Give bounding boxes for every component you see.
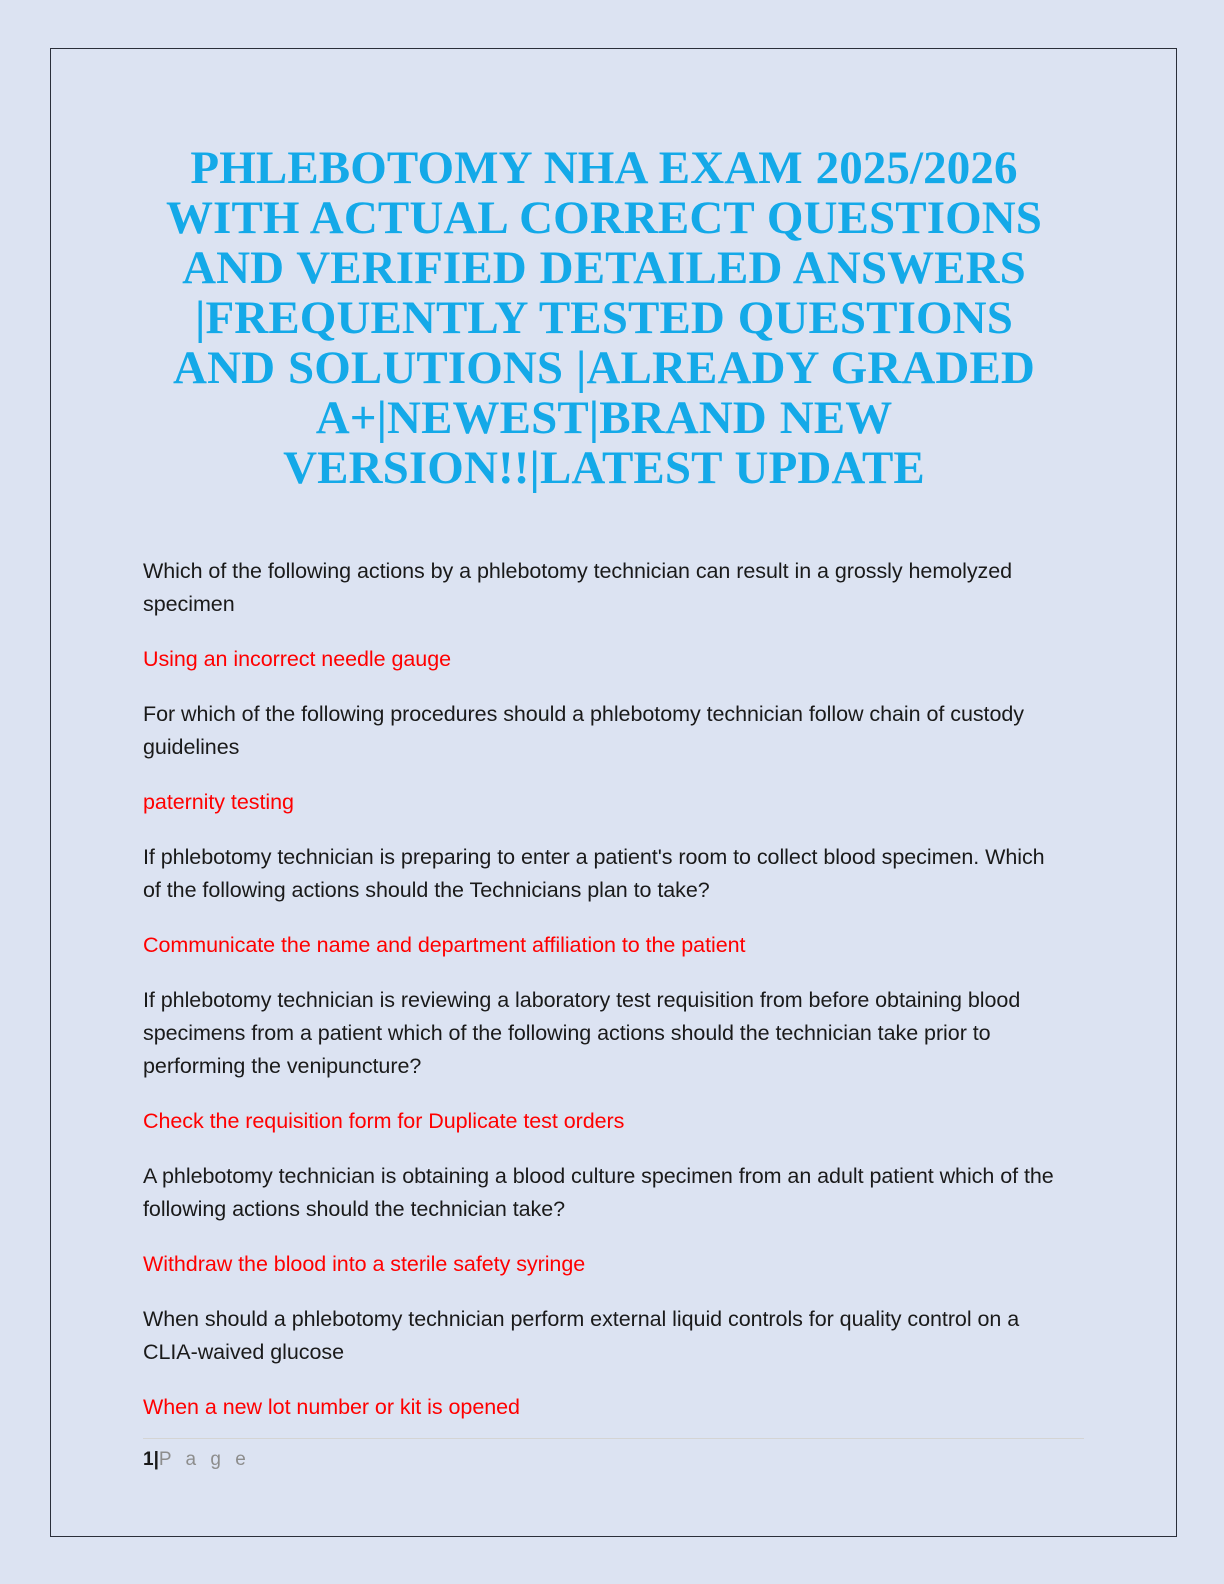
answer-paragraph: Check the requisition form for Duplicate test orders — [143, 1109, 625, 1133]
answer-paragraph: When a new lot number or kit is opened — [143, 1395, 520, 1419]
footer-page-word: P a g e — [158, 1449, 251, 1470]
question-paragraph: If phlebotomy technician is preparing to enter a patient's room to collect blood specimen. Which of the following actions should the Technicians plan to take? — [143, 845, 1045, 902]
answer-paragraph: Withdraw the blood into a sterile safety syringe — [143, 1252, 586, 1276]
footer-page-number: 1 — [143, 1449, 154, 1470]
question-paragraph: A phlebotomy technician is obtaining a blood culture specimen from an adult patient which of the following actions should the technician take? — [143, 1164, 1054, 1221]
footer-separator: | — [153, 1449, 159, 1470]
question-paragraph: If phlebotomy technician is reviewing a laboratory test requisition from before obtaining blood specimens from a patient which of the following actions should the technician take prior to performing the venipuncture? — [143, 988, 1021, 1078]
page-title: PHLEBOTOMY NHA EXAM 2025/2026 WITH ACTUAL CORRECT QUESTIONS AND VERIFIED DETAILED ANSWERS |FREQUENTLY TESTED QUESTIONS AND SOLUTIONS |ALREADY GRADED A+|NEWEST|BRAND NEW VERSION!!|LATEST UPDATE — [165, 142, 1043, 494]
page-footer — [143, 1438, 1084, 1472]
qa-body — [143, 555, 1065, 1424]
footer-page-label — [143, 1448, 1084, 1472]
question-paragraph: Which of the following actions by a phlebotomy technician can result in a grossly hemolyzed specimen — [143, 559, 1013, 616]
question-paragraph: When should a phlebotomy technician perform external liquid controls for quality control on a CLIA-waived glucose — [143, 1307, 1020, 1364]
question-paragraph: For which of the following procedures should a phlebotomy technician follow chain of custody guidelines — [143, 702, 1024, 759]
answer-paragraph: paternity testing — [143, 790, 294, 814]
footer-divider — [143, 1438, 1084, 1439]
answer-paragraph: Communicate the name and department affiliation to the patient — [143, 933, 746, 957]
page-content-area — [143, 48, 1065, 1537]
answer-paragraph: Using an incorrect needle gauge — [143, 647, 452, 671]
